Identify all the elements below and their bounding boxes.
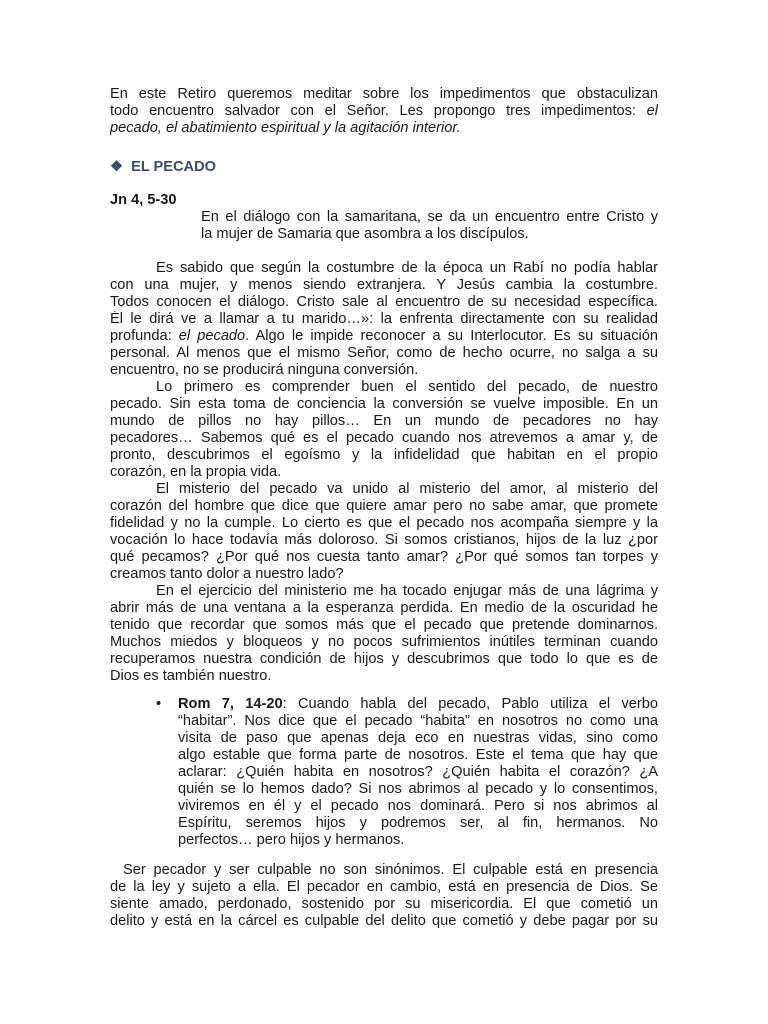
bullet-line: Espíritu, seremos hijos y podremos ser, al fin, hermanos. No [178,815,658,831]
bullet-line-1 [178,696,658,713]
main-line: qué pecamos? ¿Por qué nos cuesta tanto amar? ¿Por qué somos tan torpes y [110,549,658,565]
main-line: tenido que recordar que somos más que el pecado que pretende dominarnos. [110,617,658,633]
bullet-line-1-rest: : Cuando habla del pecado, Pablo utiliza el verbo [282,696,658,712]
main-line [110,328,658,345]
scripture-reference: Jn 4, 5-30 [110,192,177,208]
main-line: pronto, descubrimos el egoísmo y la infidelidad que habitan en el propio [110,447,658,463]
main-line: En el ejercicio del ministerio me ha tocado enjugar más de una lágrima y [156,583,658,599]
bullet-ref: Rom 7, 14-20 [178,696,283,712]
main-line: pecado. Sin esta toma de conciencia la conversión se vuelve imposible. En un [110,396,658,412]
bullet-line: quién se lo hemos dado? Si nos abrimos al pecado y lo consentimos, [178,781,658,797]
main-line: El misterio del pecado va unido al misterio del amor, al misterio del [156,481,658,497]
intro-line-1: En este Retiro queremos meditar sobre los impedimentos que obstaculizan [110,86,658,102]
bullet-line: algo estable que forma parte de nosotros. Este el tema que hay que [178,747,658,763]
diamond-bullet-icon: ❖ [110,159,124,175]
main-line: corazón, en la propia vida. [110,464,282,480]
intro-line-2 [110,103,658,120]
main-line: vocación lo hace todavía más doloroso. Si somos cristianos, hijos de la luz ¿por [110,532,658,548]
main-line: pecadores… Sabemos qué es el pecado cuando nos atrevemos a amar y, de [110,430,658,446]
main-line: creamos tanto dolor a nuestro lado? [110,566,344,582]
main-line: personal. Al menos que el mismo Señor, como de hecho ocurre, no salga a su [110,345,658,361]
main-line-5-italic: el pecado [178,328,246,344]
final-line: de la ley y sujeto a ella. El pecador en cambio, está en presencia de Dios. Se [110,879,658,895]
intro-paragraph [110,86,658,137]
main-line: Es sabido que según la costumbre de la época un Rabí no podía hablar [156,260,658,276]
quote-block [201,209,658,243]
final-paragraph [110,862,658,930]
main-line: mundo de pillos no hay pillos… En un mundo de pecadores no hay [110,413,658,429]
bullet-line: perfectos… pero hijos y hermanos. [178,832,405,848]
final-line: delito y está en la cárcel es culpable del delito que cometió y debe pagar por su [110,913,658,929]
main-line: Él le dirá ve a llamar a tu marido…»: la enfrenta directamente con su realidad [110,311,658,327]
main-line: recuperamos nuestra condición de hijos y descubrimos que todo lo que es de [110,651,658,667]
main-line: Dios es también nuestro. [110,668,272,684]
quote-line-2: la mujer de Samaria que asombra a los discípulos. [201,226,529,242]
bullet-line: aclarar: ¿Quién habita en nosotros? ¿Quién habita el corazón? ¿A [178,764,658,780]
intro-line-2-text: todo encuentro salvador con el Señor. Les propongo tres impedimentos: [110,103,647,119]
main-line: abrir más de una ventana a la esperanza perdida. En medio de la oscuridad he [110,600,658,616]
section-title: EL PECADO [131,159,216,175]
main-line: Lo primero es comprender buen el sentido del pecado, de nuestro [156,379,658,395]
final-line: siente amado, perdonado, sostenido por su misericordia. El que cometió un [110,896,658,912]
intro-line-2-italic: el [646,103,658,119]
intro-line-3: pecado, el abatimiento espiritual y la agitación interior. [110,120,461,136]
bullet-line: viviremos en él y el pecado nos dominará. Pero si nos abrimos al [178,798,658,814]
main-line: corazón del hombre que dice que quiere amar pero no sabe amar, que promete [110,498,658,514]
main-line: Todos conocen el diálogo. Cristo sale al encuentro de su necesidad específica. [110,294,658,310]
section-heading [110,158,216,176]
main-line-5-before: profunda: [110,328,179,344]
main-line: con una mujer, y menos siendo extranjera. Y Jesús cambia la costumbre. [110,277,658,293]
final-line: Ser pecador y ser culpable no son sinónimos. El culpable está en presencia [123,862,658,878]
main-line: Muchos miedos y bloqueos y no pocos sufrimientos inútiles terminan cuando [110,634,658,650]
main-line: encuentro, no se producirá ninguna conversión. [110,362,419,378]
bullet-line: “habitar”. Nos dice que el pecado “habita” en nosotros no como una [178,713,658,729]
main-paragraphs [110,260,658,685]
bullet-dot-icon: • [156,696,162,712]
main-line: fidelidad y no la cumple. Lo cierto es que el pecado nos acompaña siempre y la [110,515,658,531]
bullet-line: visita de paso que apenas deja eco en nuestras vidas, sino como [178,730,658,746]
quote-line-1: En el diálogo con la samaritana, se da un encuentro entre Cristo y [201,209,658,225]
bullet-item-text [178,696,658,849]
main-line-5-after: . Algo le impide reconocer a su Interlocutor. Es su situación [245,328,658,344]
